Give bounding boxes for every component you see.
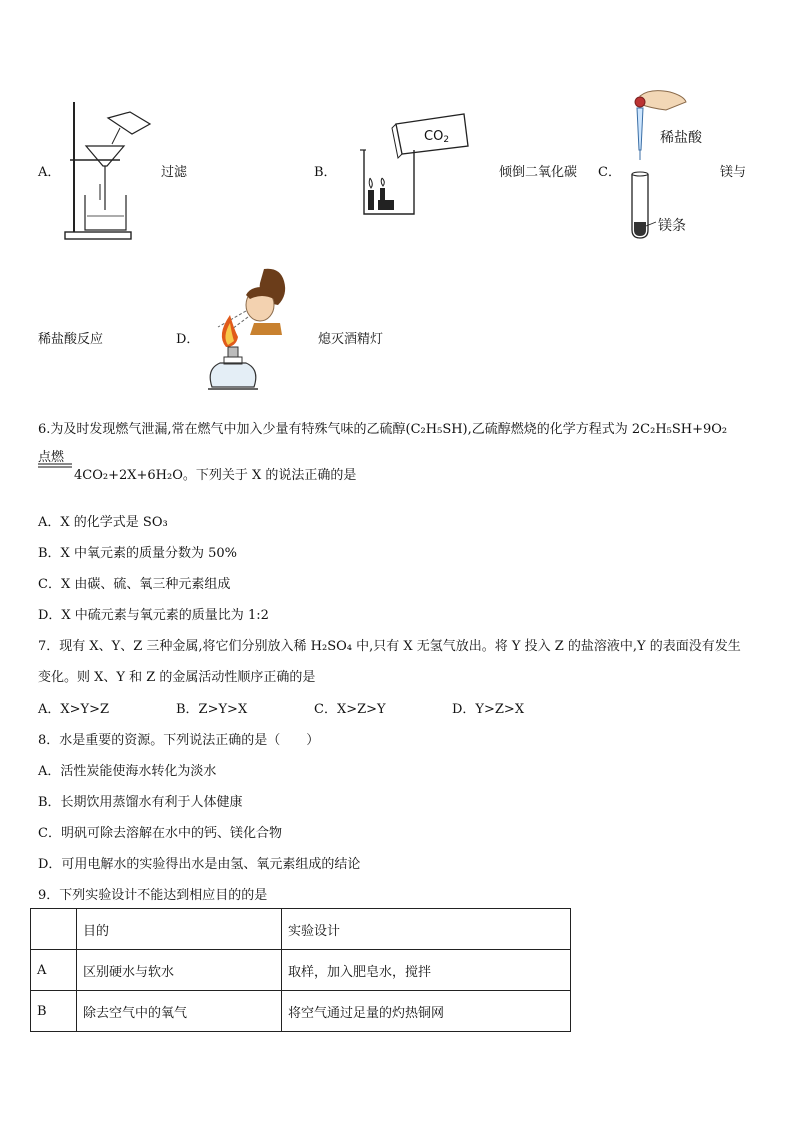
table-cell: B <box>31 991 77 1032</box>
table-row <box>31 950 571 991</box>
option-label: 熄灭酒精灯 <box>318 332 384 347</box>
table-cell: 取样，加入肥皂水，搅拌 <box>282 950 571 991</box>
option-letter: C． <box>598 165 621 180</box>
table-cell: A <box>31 950 77 991</box>
option-label: 镁与 <box>720 165 747 180</box>
table-header-cell: 实验设计 <box>282 909 571 950</box>
option-d: D．X 中硫元素与氧元素的质量比为 1:2 <box>38 608 269 623</box>
option-c: C．X>Z>Y <box>314 702 386 717</box>
table-header-cell <box>31 909 77 950</box>
experiment-table <box>30 908 571 1032</box>
option-letter: A． <box>38 165 61 180</box>
table-cell: 将空气通过足量的灼热铜网 <box>282 991 571 1032</box>
question-stem: 8．水是重要的资源。下列说法正确的是（ ） <box>38 733 320 748</box>
option-a: A．X>Y>Z <box>38 702 110 717</box>
option-b: B．Z>Y>X <box>176 702 248 717</box>
option-b: B．长期饮用蒸馏水有利于人体健康 <box>38 795 243 810</box>
option-a: A．X 的化学式是 SO₃ <box>38 515 168 530</box>
table-cell: 除去空气中的氧气 <box>77 991 282 1032</box>
option-label: 倾倒二氧化碳 <box>499 165 578 180</box>
filtration-apparatus-icon <box>60 100 160 242</box>
option-c: C．明矾可除去溶解在水中的钙、镁化合物 <box>38 826 282 841</box>
question-stem-continued: 4CO₂+2X+6H₂O。下列关于 X 的说法正确的是 <box>74 468 357 483</box>
option-letter: D． <box>176 332 200 347</box>
dropper-label: 稀盐酸 <box>660 130 702 146</box>
table-row <box>31 991 571 1032</box>
table-header-cell: 目的 <box>77 909 282 950</box>
option-label-continued: 稀盐酸反应 <box>38 332 104 347</box>
option-d: D．可用电解水的实验得出水是由氢、氧元素组成的结论 <box>38 857 361 872</box>
option-label: 过滤 <box>161 165 188 180</box>
question-stem: 9．下列实验设计不能达到相应目的的是 <box>38 888 268 903</box>
option-d: D．Y>Z>X <box>452 702 525 717</box>
test-tube-label: 镁条 <box>658 218 686 234</box>
table-header-row <box>31 909 571 950</box>
blowing-out-alcohol-lamp-icon <box>198 265 294 399</box>
option-b: B．X 中氧元素的质量分数为 50% <box>38 546 237 561</box>
reaction-condition: 点燃 <box>38 450 65 465</box>
gas-formula-label: $CO_2$ <box>424 129 450 145</box>
table-cell: 区别硬水与软水 <box>77 950 282 991</box>
reaction-arrow-icon <box>38 463 72 469</box>
question-stem: 6.为及时发现燃气泄漏,常在燃气中加入少量有特殊气味的乙硫醇(C₂H₅SH),乙硫醇燃烧的化学方程式为 2C₂H₅SH+9O₂ <box>38 422 728 437</box>
option-a: A．活性炭能使海水转化为淡水 <box>38 764 217 779</box>
question-stem-continued: 变化。则 X、Y 和 Z 的金属活动性顺序正确的是 <box>38 670 316 685</box>
option-c: C．X 由碳、硫、氧三种元素组成 <box>38 577 231 592</box>
question-stem: 7．现有 X、Y、Z 三种金属,将它们分别放入稀 H₂SO₄ 中,只有 X 无氢气放出。将 Y 投入 Z 的盐溶液中,Y 的表面没有发生 <box>38 639 741 654</box>
pour-co2-beaker-icon <box>356 108 472 220</box>
option-letter: B． <box>314 165 337 180</box>
